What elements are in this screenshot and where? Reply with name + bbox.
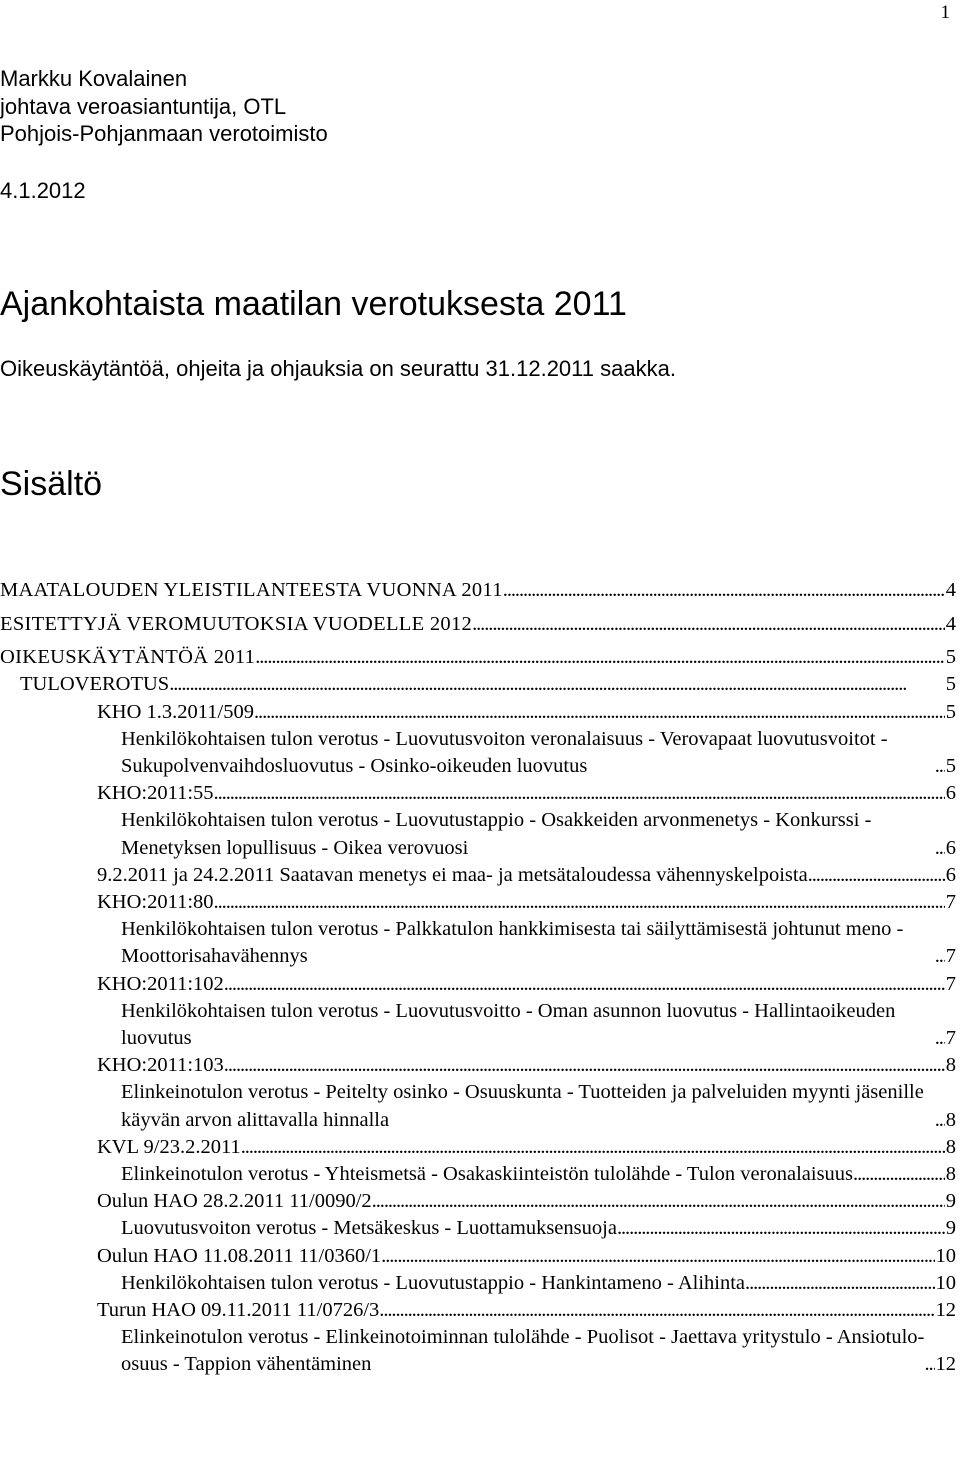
table-of-contents	[0, 571, 956, 1379]
toc-entry-text: Henkilökohtaisen tulon verotus - Luovutustappio - Osakkeiden arvonmenetys - Konkurssi - Menetyksen lopullisuus - Oikea verovuosi	[121, 809, 872, 859]
toc-dot-leader	[214, 889, 945, 916]
toc-entry[interactable]	[0, 1324, 956, 1378]
toc-page-number: 9	[945, 1190, 956, 1213]
toc-page-number: 6	[945, 782, 956, 805]
toc-page-number: 5	[945, 673, 956, 696]
toc-entry-text: KHO:2011:80	[97, 891, 214, 914]
toc-entry[interactable]	[0, 971, 956, 998]
toc-dot-leader	[808, 862, 945, 889]
toc-entry-text: OIKEUSKÄYTÄNTÖÄ 2011	[0, 646, 256, 669]
toc-entry[interactable]	[0, 862, 956, 889]
toc-page-number: 5	[945, 700, 956, 723]
toc-dot-leader	[935, 943, 945, 970]
toc-page-number: 4	[945, 579, 956, 602]
toc-page-number: 9	[945, 1217, 956, 1240]
toc-entry-text: Henkilökohtaisen tulon verotus - Luovutustappio - Hankintameno - Alihinta	[121, 1271, 746, 1294]
toc-dot-leader	[381, 1243, 934, 1270]
toc-entry[interactable]	[0, 889, 956, 916]
toc-page-number: 8	[945, 1163, 956, 1186]
toc-entry[interactable]	[0, 998, 956, 1052]
author-name: Markku Kovalainen	[0, 66, 188, 91]
toc-dot-leader	[379, 1297, 934, 1324]
toc-page-number: 7	[945, 1027, 956, 1050]
toc-entry-text: Oulun HAO 28.2.2011 11/0090/2	[97, 1190, 372, 1213]
toc-page-number: 5	[945, 755, 956, 778]
toc-page-number: 7	[945, 972, 956, 995]
toc-page-number: 7	[945, 891, 956, 914]
toc-entry[interactable]	[0, 726, 956, 780]
toc-entry[interactable]	[0, 638, 956, 672]
toc-dot-leader	[935, 835, 945, 862]
toc-entry[interactable]	[0, 571, 956, 605]
toc-dot-leader	[255, 644, 945, 671]
toc-page-number: 5	[945, 646, 956, 669]
toc-page-number: 4	[945, 612, 956, 635]
toc-entry-text: Elinkeinotulon verotus - Yhteismetsä - Osakaskiinteistön tulolähde - Tulon veronalaisuus	[121, 1163, 854, 1186]
toc-entry-text: TULOVEROTUS	[20, 673, 170, 696]
toc-entry[interactable]	[0, 1270, 956, 1297]
toc-entry-text: Luovutusvoiton verotus - Metsäkeskus - Luottamuksensuoja	[121, 1217, 617, 1240]
toc-page-number: 8	[945, 1108, 956, 1131]
toc-entry[interactable]	[0, 1188, 956, 1215]
page-number: 1	[940, 2, 950, 23]
toc-entry-text: KHO:2011:55	[97, 782, 214, 805]
document-subtitle: Oikeuskäytäntöä, ohjeita ja ohjauksia on seurattu 31.12.2011 saakka.	[0, 356, 676, 381]
document-title: Ajankohtaista maatilan verotuksesta 2011	[0, 285, 627, 323]
toc-dot-leader	[853, 1161, 945, 1188]
toc-entry[interactable]	[0, 605, 956, 639]
document-date: 4.1.2012	[0, 178, 86, 203]
toc-entry[interactable]	[0, 1079, 956, 1133]
author-block	[0, 65, 328, 148]
toc-entry-text: 9.2.2011 ja 24.2.2011 Saatavan menetys ei maa- ja metsätaloudessa vähennyskelpoista	[97, 863, 808, 886]
toc-entry[interactable]	[0, 1297, 956, 1324]
toc-page-number: 12	[935, 1353, 956, 1376]
toc-entry-text: Oulun HAO 11.08.2011 11/0360/1	[97, 1244, 382, 1267]
author-office: Pohjois-Pohjanmaan verotoimisto	[0, 121, 328, 146]
toc-entry-text: KVL 9/23.2.2011	[97, 1135, 241, 1158]
author-role: johtava veroasiantuntija, OTL	[0, 93, 287, 119]
toc-entry-text: KHO 1.3.2011/509	[97, 700, 254, 723]
toc-entry-text: Henkilökohtaisen tulon verotus - Luovutusvoiton veronalaisuus - Verovapaat luovutusvoitot - Sukupolvenvaihdosluovutus - Osinko-oikeuden luovutus	[121, 727, 888, 778]
toc-dot-leader	[169, 671, 945, 698]
toc-entry-text: MAATALOUDEN YLEISTILANTEESTA VUONNA 2011	[0, 579, 503, 602]
toc-page-number: 10	[935, 1271, 956, 1294]
toc-entry[interactable]	[0, 1161, 956, 1188]
toc-dot-leader	[214, 780, 945, 807]
toc-entry-text: Henkilökohtaisen tulon verotus - Luovutusvoitto - Oman asunnon luovutus - Hallintaoikeuden luovutus	[121, 999, 896, 1050]
toc-entry[interactable]	[0, 672, 956, 699]
toc-entry[interactable]	[0, 916, 956, 970]
toc-page-number: 6	[945, 836, 956, 859]
toc-entry-text: Turun HAO 09.11.2011 11/0726/3	[97, 1299, 380, 1321]
toc-dot-leader	[935, 1025, 945, 1052]
toc-dot-leader	[925, 1351, 935, 1378]
toc-dot-leader	[617, 1215, 945, 1242]
toc-dot-leader	[372, 1188, 945, 1215]
toc-dot-leader	[935, 753, 945, 780]
toc-entry-text: Elinkeinotulon verotus - Elinkeinotoiminnan tulolähde - Puolisot - Jaettava yritystulo - Ansiotulo-osuus - Tappion vähentäminen	[121, 1326, 925, 1376]
toc-dot-leader	[745, 1270, 934, 1297]
toc-heading: Sisältö	[0, 465, 103, 503]
toc-entry[interactable]	[0, 1215, 956, 1242]
toc-entry[interactable]	[0, 780, 956, 807]
toc-page-number: 12	[935, 1299, 956, 1321]
toc-entry-text: Henkilökohtaisen tulon verotus - Palkkatulon hankkimisesta tai säilyttämisestä johtunut meno - Moottorisahavähennys	[121, 918, 904, 968]
toc-page-number: 10	[935, 1244, 956, 1267]
toc-dot-leader	[224, 1052, 945, 1079]
toc-entry[interactable]	[0, 1052, 956, 1079]
toc-entry[interactable]	[0, 1134, 956, 1161]
toc-dot-leader	[241, 1134, 945, 1161]
toc-dot-leader	[503, 577, 945, 604]
toc-entry-text: Elinkeinotulon verotus - Peitelty osinko - Osuuskunta - Tuotteiden ja palveluiden myynti jäsenille käyvän arvon alittavalla hinnalla	[121, 1081, 924, 1131]
toc-entry-text: ESITETTYJÄ VEROMUUTOKSIA VUODELLE 2012	[0, 612, 473, 635]
toc-page-number: 7	[945, 945, 956, 968]
toc-entry-text: KHO:2011:103	[97, 1054, 224, 1077]
toc-page-number: 6	[945, 863, 956, 886]
toc-entry[interactable]	[0, 807, 956, 861]
toc-dot-leader	[935, 1107, 945, 1134]
toc-entry[interactable]	[0, 699, 956, 726]
toc-dot-leader	[472, 611, 945, 638]
toc-entry[interactable]	[0, 1243, 956, 1270]
toc-entry-text: KHO:2011:102	[97, 972, 224, 995]
toc-page-number: 8	[945, 1135, 956, 1158]
toc-dot-leader	[254, 699, 945, 726]
toc-dot-leader	[224, 971, 945, 998]
toc-page-number: 8	[945, 1054, 956, 1077]
